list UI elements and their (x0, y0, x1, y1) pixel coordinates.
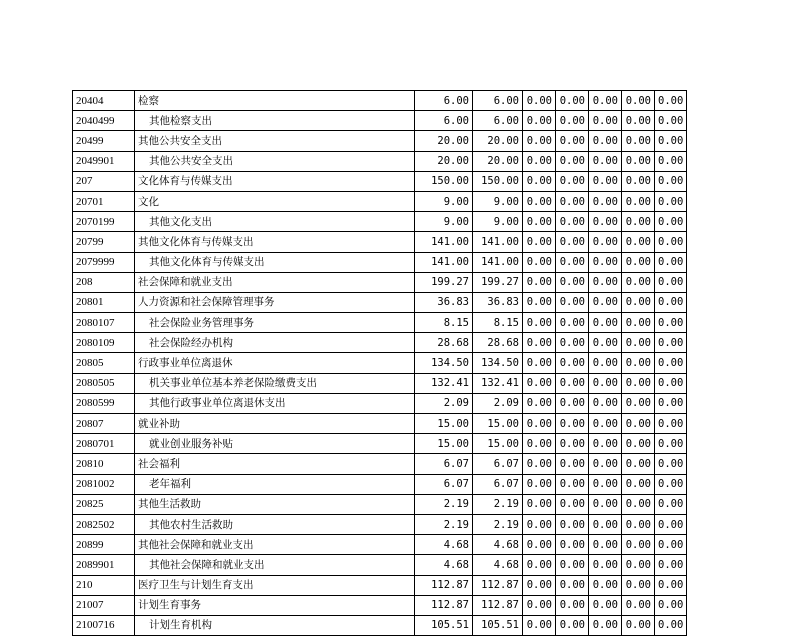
amount-cell: 0.00 (622, 514, 655, 534)
account-code-cell: 208 (73, 272, 135, 292)
amount-cell: 0.00 (655, 91, 687, 111)
amount-cell: 0.00 (655, 353, 687, 373)
amount-cell: 0.00 (589, 434, 622, 454)
table-row (73, 535, 687, 555)
amount-cell: 0.00 (622, 353, 655, 373)
amount-cell: 6.07 (473, 474, 523, 494)
amount-cell: 0.00 (523, 555, 556, 575)
total-amount-cell: 6.07 (415, 474, 473, 494)
amount-cell: 0.00 (655, 373, 687, 393)
amount-cell: 0.00 (655, 191, 687, 211)
amount-cell: 0.00 (523, 252, 556, 272)
account-code-cell: 20799 (73, 232, 135, 252)
account-name-cell: 社会福利 (135, 454, 415, 474)
amount-cell: 0.00 (655, 474, 687, 494)
total-amount-cell: 141.00 (415, 232, 473, 252)
account-name-cell: 医疗卫生与计划生育支出 (135, 575, 415, 595)
account-name-cell: 就业创业服务补贴 (135, 434, 415, 454)
amount-cell: 0.00 (655, 454, 687, 474)
account-name-cell: 社会保险经办机构 (135, 333, 415, 353)
account-code-cell: 20701 (73, 191, 135, 211)
amount-cell: 0.00 (589, 595, 622, 615)
amount-cell: 0.00 (556, 191, 589, 211)
amount-cell: 0.00 (589, 393, 622, 413)
account-code-cell: 21007 (73, 595, 135, 615)
amount-cell: 0.00 (622, 232, 655, 252)
table-row (73, 272, 687, 292)
amount-cell: 0.00 (589, 373, 622, 393)
table-row (73, 292, 687, 312)
budget-table (72, 90, 687, 636)
amount-cell: 0.00 (523, 393, 556, 413)
amount-cell: 0.00 (622, 434, 655, 454)
account-code-cell: 20899 (73, 535, 135, 555)
amount-cell: 0.00 (622, 373, 655, 393)
total-amount-cell: 199.27 (415, 272, 473, 292)
account-name-cell: 其他公共安全支出 (135, 151, 415, 171)
amount-cell: 0.00 (622, 91, 655, 111)
amount-cell: 0.00 (556, 212, 589, 232)
total-amount-cell: 2.19 (415, 514, 473, 534)
account-code-cell: 20810 (73, 454, 135, 474)
amount-cell: 0.00 (523, 575, 556, 595)
amount-cell: 0.00 (556, 454, 589, 474)
total-amount-cell: 6.00 (415, 91, 473, 111)
amount-cell: 0.00 (589, 272, 622, 292)
total-amount-cell: 105.51 (415, 615, 473, 635)
amount-cell: 0.00 (622, 131, 655, 151)
amount-cell: 4.68 (473, 535, 523, 555)
amount-cell: 0.00 (655, 595, 687, 615)
table-row (73, 474, 687, 494)
account-name-cell: 其他行政事业单位离退休支出 (135, 393, 415, 413)
account-name-cell: 其他生活救助 (135, 494, 415, 514)
table-body (73, 91, 687, 636)
account-code-cell: 20499 (73, 131, 135, 151)
amount-cell: 0.00 (589, 191, 622, 211)
account-name-cell: 其他农村生活救助 (135, 514, 415, 534)
account-name-cell: 老年福利 (135, 474, 415, 494)
amount-cell: 28.68 (473, 333, 523, 353)
amount-cell: 0.00 (655, 272, 687, 292)
amount-cell: 0.00 (589, 171, 622, 191)
amount-cell: 0.00 (556, 535, 589, 555)
account-name-cell: 其他检察支出 (135, 111, 415, 131)
amount-cell: 0.00 (556, 615, 589, 635)
amount-cell: 0.00 (622, 171, 655, 191)
account-name-cell: 人力资源和社会保障管理事务 (135, 292, 415, 312)
amount-cell: 0.00 (655, 575, 687, 595)
table-row (73, 333, 687, 353)
account-code-cell: 207 (73, 171, 135, 191)
amount-cell: 0.00 (655, 131, 687, 151)
total-amount-cell: 20.00 (415, 131, 473, 151)
amount-cell: 0.00 (523, 191, 556, 211)
table-row (73, 454, 687, 474)
total-amount-cell: 20.00 (415, 151, 473, 171)
amount-cell: 6.07 (473, 454, 523, 474)
amount-cell: 0.00 (622, 454, 655, 474)
amount-cell: 0.00 (556, 252, 589, 272)
amount-cell: 2.19 (473, 514, 523, 534)
amount-cell: 20.00 (473, 151, 523, 171)
total-amount-cell: 4.68 (415, 555, 473, 575)
account-name-cell: 机关事业单位基本养老保险缴费支出 (135, 373, 415, 393)
total-amount-cell: 15.00 (415, 414, 473, 434)
account-name-cell: 计划生育机构 (135, 615, 415, 635)
table-row (73, 494, 687, 514)
amount-cell: 0.00 (622, 212, 655, 232)
account-name-cell: 社会保险业务管理事务 (135, 313, 415, 333)
table-row (73, 252, 687, 272)
amount-cell: 0.00 (589, 111, 622, 131)
amount-cell: 141.00 (473, 232, 523, 252)
table-row (73, 393, 687, 413)
table-row (73, 131, 687, 151)
account-name-cell: 就业补助 (135, 414, 415, 434)
amount-cell: 0.00 (556, 595, 589, 615)
amount-cell: 0.00 (589, 131, 622, 151)
table-row (73, 555, 687, 575)
total-amount-cell: 141.00 (415, 252, 473, 272)
amount-cell: 0.00 (523, 474, 556, 494)
account-code-cell: 2100716 (73, 615, 135, 635)
amount-cell: 0.00 (556, 91, 589, 111)
amount-cell: 0.00 (523, 373, 556, 393)
account-name-cell: 其他文化体育与传媒支出 (135, 232, 415, 252)
amount-cell: 0.00 (589, 151, 622, 171)
total-amount-cell: 112.87 (415, 595, 473, 615)
account-code-cell: 2080107 (73, 313, 135, 333)
amount-cell: 0.00 (655, 292, 687, 312)
amount-cell: 132.41 (473, 373, 523, 393)
table-row (73, 353, 687, 373)
amount-cell: 0.00 (556, 353, 589, 373)
amount-cell: 0.00 (655, 535, 687, 555)
table-row (73, 313, 687, 333)
amount-cell: 0.00 (556, 494, 589, 514)
amount-cell: 0.00 (622, 575, 655, 595)
account-code-cell: 20805 (73, 353, 135, 373)
account-code-cell: 2040499 (73, 111, 135, 131)
amount-cell: 0.00 (556, 373, 589, 393)
amount-cell: 0.00 (523, 212, 556, 232)
amount-cell: 4.68 (473, 555, 523, 575)
amount-cell: 0.00 (655, 393, 687, 413)
amount-cell: 0.00 (589, 514, 622, 534)
total-amount-cell: 150.00 (415, 171, 473, 191)
amount-cell: 0.00 (556, 232, 589, 252)
amount-cell: 0.00 (523, 434, 556, 454)
amount-cell: 0.00 (622, 292, 655, 312)
amount-cell: 141.00 (473, 252, 523, 272)
amount-cell: 0.00 (589, 615, 622, 635)
account-name-cell: 其他文化支出 (135, 212, 415, 232)
amount-cell: 0.00 (622, 191, 655, 211)
account-name-cell: 行政事业单位离退休 (135, 353, 415, 373)
total-amount-cell: 2.19 (415, 494, 473, 514)
amount-cell: 15.00 (473, 434, 523, 454)
amount-cell: 0.00 (589, 252, 622, 272)
amount-cell: 0.00 (523, 151, 556, 171)
account-code-cell: 2070199 (73, 212, 135, 232)
amount-cell: 0.00 (523, 272, 556, 292)
table-row (73, 434, 687, 454)
amount-cell: 0.00 (589, 333, 622, 353)
table-row (73, 111, 687, 131)
total-amount-cell: 6.00 (415, 111, 473, 131)
amount-cell: 0.00 (556, 292, 589, 312)
account-code-cell: 2080109 (73, 333, 135, 353)
account-code-cell: 2080701 (73, 434, 135, 454)
amount-cell: 0.00 (655, 555, 687, 575)
amount-cell: 0.00 (523, 414, 556, 434)
account-name-cell: 文化体育与传媒支出 (135, 171, 415, 191)
amount-cell: 0.00 (589, 91, 622, 111)
total-amount-cell: 134.50 (415, 353, 473, 373)
account-code-cell: 20825 (73, 494, 135, 514)
total-amount-cell: 9.00 (415, 212, 473, 232)
total-amount-cell: 6.07 (415, 454, 473, 474)
amount-cell: 0.00 (556, 333, 589, 353)
amount-cell: 0.00 (655, 212, 687, 232)
account-code-cell: 20404 (73, 91, 135, 111)
amount-cell: 0.00 (523, 111, 556, 131)
amount-cell: 112.87 (473, 595, 523, 615)
amount-cell: 0.00 (589, 555, 622, 575)
amount-cell: 0.00 (655, 615, 687, 635)
amount-cell: 0.00 (589, 494, 622, 514)
amount-cell: 0.00 (556, 575, 589, 595)
amount-cell: 0.00 (655, 171, 687, 191)
amount-cell: 0.00 (556, 474, 589, 494)
amount-cell: 150.00 (473, 171, 523, 191)
amount-cell: 0.00 (523, 514, 556, 534)
account-code-cell: 2080505 (73, 373, 135, 393)
amount-cell: 0.00 (655, 333, 687, 353)
table-row (73, 414, 687, 434)
account-name-cell: 其他社会保障和就业支出 (135, 555, 415, 575)
amount-cell: 0.00 (589, 474, 622, 494)
amount-cell: 0.00 (655, 313, 687, 333)
amount-cell: 0.00 (523, 313, 556, 333)
amount-cell: 0.00 (622, 595, 655, 615)
amount-cell: 0.00 (589, 232, 622, 252)
amount-cell: 9.00 (473, 191, 523, 211)
amount-cell: 0.00 (622, 252, 655, 272)
amount-cell: 0.00 (655, 414, 687, 434)
table-row (73, 171, 687, 191)
amount-cell: 0.00 (556, 151, 589, 171)
account-name-cell: 其他社会保障和就业支出 (135, 535, 415, 555)
table-row (73, 615, 687, 635)
table-row (73, 212, 687, 232)
amount-cell: 0.00 (523, 454, 556, 474)
amount-cell: 0.00 (589, 353, 622, 373)
amount-cell: 0.00 (523, 171, 556, 191)
amount-cell: 0.00 (523, 615, 556, 635)
amount-cell: 0.00 (622, 555, 655, 575)
amount-cell: 2.19 (473, 494, 523, 514)
account-name-cell: 社会保障和就业支出 (135, 272, 415, 292)
amount-cell: 0.00 (523, 353, 556, 373)
amount-cell: 0.00 (556, 414, 589, 434)
amount-cell: 0.00 (655, 111, 687, 131)
total-amount-cell: 132.41 (415, 373, 473, 393)
amount-cell: 0.00 (622, 313, 655, 333)
amount-cell: 0.00 (622, 272, 655, 292)
amount-cell: 0.00 (523, 595, 556, 615)
amount-cell: 0.00 (589, 575, 622, 595)
table-row (73, 151, 687, 171)
total-amount-cell: 112.87 (415, 575, 473, 595)
amount-cell: 9.00 (473, 212, 523, 232)
account-code-cell: 2049901 (73, 151, 135, 171)
amount-cell: 6.00 (473, 91, 523, 111)
amount-cell: 0.00 (556, 514, 589, 534)
amount-cell: 0.00 (622, 111, 655, 131)
amount-cell: 0.00 (589, 313, 622, 333)
account-code-cell: 210 (73, 575, 135, 595)
amount-cell: 0.00 (622, 333, 655, 353)
amount-cell: 0.00 (589, 212, 622, 232)
table-row (73, 514, 687, 534)
account-name-cell: 其他文化体育与传媒支出 (135, 252, 415, 272)
amount-cell: 0.00 (556, 131, 589, 151)
total-amount-cell: 2.09 (415, 393, 473, 413)
amount-cell: 0.00 (556, 555, 589, 575)
amount-cell: 0.00 (622, 474, 655, 494)
table-row (73, 595, 687, 615)
account-name-cell: 检察 (135, 91, 415, 111)
amount-cell: 2.09 (473, 393, 523, 413)
total-amount-cell: 36.83 (415, 292, 473, 312)
amount-cell: 0.00 (622, 414, 655, 434)
account-code-cell: 2082502 (73, 514, 135, 534)
amount-cell: 36.83 (473, 292, 523, 312)
amount-cell: 0.00 (655, 434, 687, 454)
amount-cell: 0.00 (523, 292, 556, 312)
amount-cell: 0.00 (556, 393, 589, 413)
amount-cell: 0.00 (556, 313, 589, 333)
table-row (73, 191, 687, 211)
amount-cell: 105.51 (473, 615, 523, 635)
total-amount-cell: 15.00 (415, 434, 473, 454)
amount-cell: 0.00 (523, 494, 556, 514)
account-code-cell: 20801 (73, 292, 135, 312)
amount-cell: 0.00 (622, 535, 655, 555)
account-code-cell: 2081002 (73, 474, 135, 494)
amount-cell: 15.00 (473, 414, 523, 434)
amount-cell: 0.00 (523, 535, 556, 555)
amount-cell: 0.00 (655, 151, 687, 171)
amount-cell: 0.00 (589, 414, 622, 434)
account-code-cell: 2080599 (73, 393, 135, 413)
table-row (73, 575, 687, 595)
table-row (73, 373, 687, 393)
amount-cell: 0.00 (622, 151, 655, 171)
amount-cell: 20.00 (473, 131, 523, 151)
amount-cell: 0.00 (655, 252, 687, 272)
amount-cell: 199.27 (473, 272, 523, 292)
amount-cell: 0.00 (556, 434, 589, 454)
amount-cell: 134.50 (473, 353, 523, 373)
amount-cell: 6.00 (473, 111, 523, 131)
amount-cell: 0.00 (655, 232, 687, 252)
amount-cell: 0.00 (589, 292, 622, 312)
amount-cell: 0.00 (523, 91, 556, 111)
amount-cell: 0.00 (622, 494, 655, 514)
account-name-cell: 文化 (135, 191, 415, 211)
amount-cell: 0.00 (556, 272, 589, 292)
account-code-cell: 2089901 (73, 555, 135, 575)
amount-cell: 8.15 (473, 313, 523, 333)
amount-cell: 0.00 (523, 333, 556, 353)
table-row (73, 232, 687, 252)
account-code-cell: 20807 (73, 414, 135, 434)
amount-cell: 0.00 (622, 615, 655, 635)
amount-cell: 0.00 (655, 514, 687, 534)
total-amount-cell: 28.68 (415, 333, 473, 353)
account-code-cell: 2079999 (73, 252, 135, 272)
amount-cell: 0.00 (556, 171, 589, 191)
account-name-cell: 其他公共安全支出 (135, 131, 415, 151)
amount-cell: 0.00 (523, 131, 556, 151)
amount-cell: 0.00 (523, 232, 556, 252)
amount-cell: 0.00 (589, 454, 622, 474)
amount-cell: 0.00 (655, 494, 687, 514)
total-amount-cell: 9.00 (415, 191, 473, 211)
total-amount-cell: 4.68 (415, 535, 473, 555)
account-name-cell: 计划生育事务 (135, 595, 415, 615)
amount-cell: 0.00 (589, 535, 622, 555)
table-row (73, 91, 687, 111)
total-amount-cell: 8.15 (415, 313, 473, 333)
amount-cell: 0.00 (622, 393, 655, 413)
amount-cell: 112.87 (473, 575, 523, 595)
amount-cell: 0.00 (556, 111, 589, 131)
